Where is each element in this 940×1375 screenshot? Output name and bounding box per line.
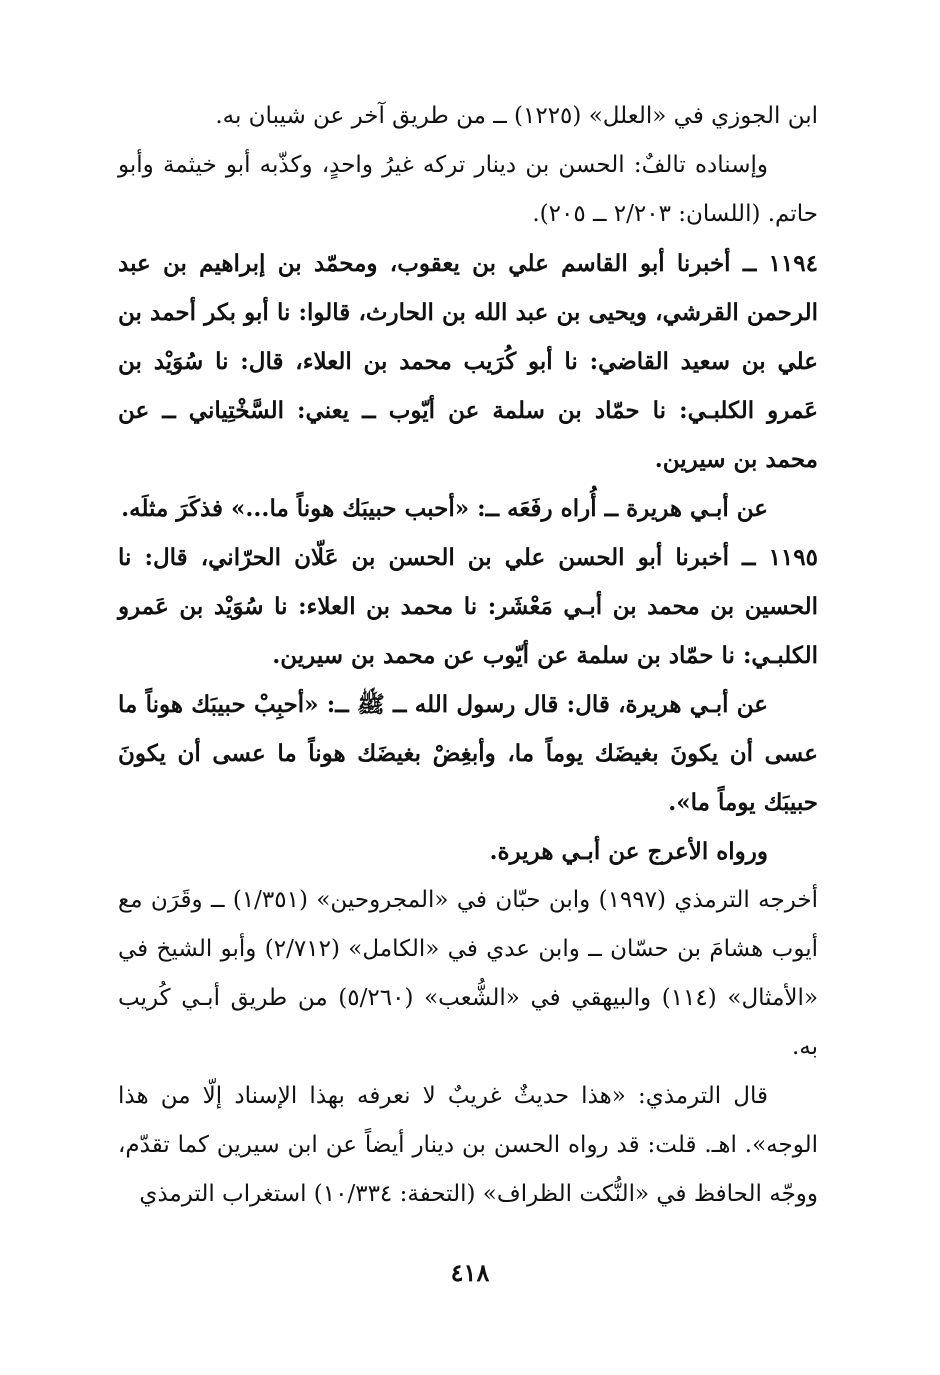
page-number: ٤١٨ [450,1258,490,1287]
hadith-1195-text: عن أبـي هريرة، قال: قال رسول الله ــ ﷺ ــ: «أحبِبْ حبيبَك هوناً ما عسى أن يكونَ بغيضَك يوماً ما، وأبغِضْ بغيضَك هوناً ما عسى أن يكونَ حبيبَك يوماً ما». [118,691,818,816]
hadith-1195-chain: ١١٩٥ ــ أخبرنا أبو الحسن علي بن الحسن بن عَلّان الحرّاني، قال: نا الحسين بن محمد بن أبـي مَعْشَر: نا محمد بن العلاء: نا سُوَيْد بن عَمرو الكلبـي: نا حمّاد بن سلمة عن أيّوب عن محمد بن سيرين. [118,544,818,669]
paragraph-tirmidhi-comment: قال الترمذي: «هذا حديثٌ غريبٌ لا نعرفه بهذا الإسناد إلّا من هذا الوجه». اهـ. قلت: قد رواه الحسن بن دينار أيضاً عن ابن سيرين كما تقدّم، ووجّه الحافظ في «النُّكت الظراف» (التحفة: ١٠/٣٣٤) استغراب الترمذي [118,1083,818,1207]
page-body [118,92,818,1219]
hadith-1195-note: ورواه الأعرج عن أبـي هريرة. [489,838,768,865]
paragraph-source-note: ابن الجوزي في «العلل» (١٢٢٥) ــ من طريق آخر عن شيبان به. [215,103,818,129]
hadith-1194-chain: ١١٩٤ ــ أخبرنا أبو القاسم علي بن يعقوب، ومحمّد بن إبراهيم بن عبد الرحمن القرشي، ويحيى بن عبد الله بن الحارث، قالوا: نا أبو بكر أحمد بن علي بن سعيد القاضي: نا أبو كُرَيب محمد بن العلاء، قال: نا سُوَيْد بن عَمرو الكلبـي: نا حمّاد بن سلمة عن أيّوب ــ يعني: السَّخْتِياني ــ عن محمد بن سيرين. [118,250,818,473]
paragraph-takhrij: أخرجه الترمذي (١٩٩٧) وابن حبّان في «المجروحين» (١/٣٥١) ــ وقَرَن مع أيوب هشامَ بن حسّان ــ وابن عدي في «الكامل» (٢/٧١٢) وأبو الشيخ في «الأمثال» (١١٤) والبيهقي في «الشُّعب» (٥/٢٦٠) من طريق أبـي كُريب به. [118,887,819,1060]
hadith-1194-text: عن أبـي هريرة ــ أُراه رفَعَه ــ: «أحبب حبيبَك هوناً ما...» فذكَرَ مثلَه. [121,495,768,522]
paragraph-isnad-note: وإسناده تالفٌ: الحسن بن دينار تركه غيرُ واحدٍ، وكذّبه أبو خيثمة وأبو حاتم. (اللسان: ٢/٢٠٣ ــ ٢٠٥). [118,152,818,227]
